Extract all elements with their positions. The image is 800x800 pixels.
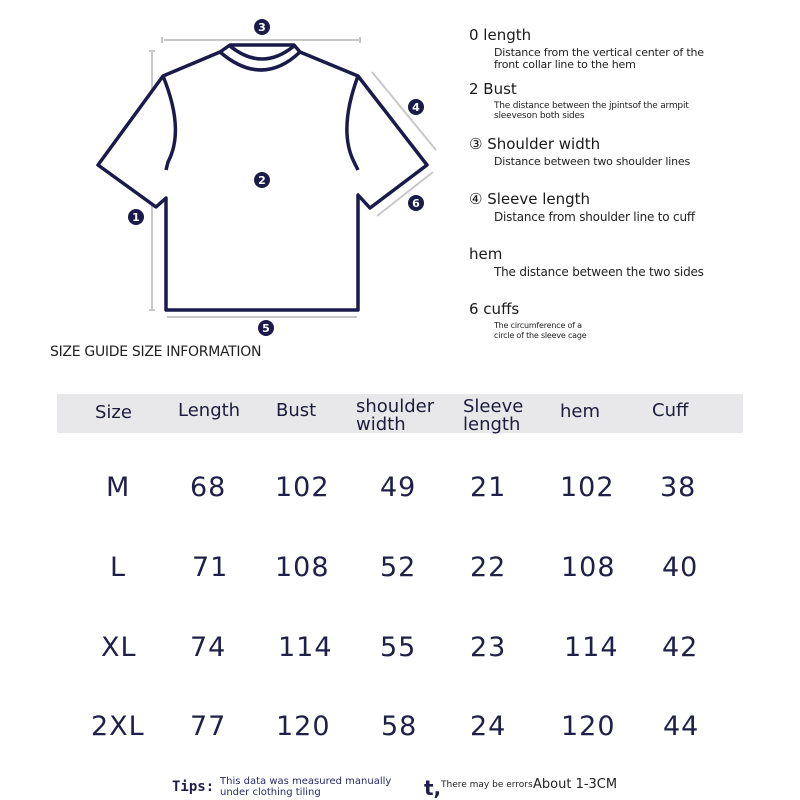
legend-desc: The distance between the jpintsof the armpit sleeveson both sides: [494, 101, 689, 121]
cell-cuff: 38: [660, 472, 697, 503]
cell-shoulder: 49: [380, 472, 417, 503]
cell-hem: 108: [561, 552, 616, 583]
svg-text:3: 3: [258, 21, 266, 34]
cell-bust: 108: [275, 552, 330, 583]
legend-desc: The circumference of a circle of the sleeve cage: [494, 321, 587, 340]
cell-size: XL: [101, 632, 137, 663]
cell-bust: 120: [276, 711, 331, 742]
cell-bust: 102: [275, 472, 330, 503]
tips-errors: There may be errors: [441, 780, 533, 790]
svg-text:6: 6: [412, 197, 420, 210]
cell-shoulder: 52: [380, 552, 417, 583]
cell-shoulder: 58: [381, 711, 418, 742]
cell-hem: 114: [564, 632, 619, 663]
cell-cuff: 40: [662, 552, 699, 583]
tips-about: About 1-3CM: [533, 777, 618, 792]
table-header: [57, 394, 743, 433]
header-shoulder-width: shoulder width: [356, 396, 435, 435]
tips-mark: t,: [424, 776, 442, 800]
header-sleeve-length: Sleeve length: [463, 396, 524, 435]
legend-desc: Distance between two shoulder lines: [494, 155, 691, 168]
header-length: Length: [178, 400, 241, 421]
tips-text: This data was measured manually under clothing tiling: [220, 776, 392, 798]
header-cuff: Cuff: [652, 400, 689, 421]
cell-length: 77: [190, 711, 227, 742]
legend-hem: [469, 245, 704, 278]
cell-sleeve: 21: [470, 472, 507, 503]
legend-title: 2 Bust: [469, 80, 517, 98]
legend-desc: Distance from shoulder line to cuff: [494, 210, 695, 224]
header-size: Size: [95, 402, 132, 423]
cell-size: 2XL: [91, 711, 145, 742]
legend-cuffs: [469, 300, 604, 341]
svg-text:4: 4: [412, 101, 420, 114]
legend-title: 0 length: [469, 26, 532, 44]
cell-sleeve: 23: [470, 632, 507, 663]
header-bust: Bust: [276, 400, 317, 421]
tips-label: Tips:: [172, 779, 215, 795]
legend-sleeve-length: [469, 190, 695, 223]
cell-shoulder: 55: [380, 632, 417, 663]
cell-sleeve: 24: [470, 711, 507, 742]
cell-length: 68: [190, 472, 227, 503]
cell-length: 74: [190, 632, 227, 663]
cell-hem: 120: [561, 711, 616, 742]
legend-title: 6 cuffs: [469, 300, 520, 318]
cell-cuff: 44: [663, 711, 700, 742]
legend-length: [469, 26, 724, 71]
header-hem: hem: [560, 401, 601, 422]
legend-desc: Distance from the vertical center of the front collar line to the hem: [494, 46, 704, 71]
svg-text:2: 2: [258, 174, 266, 187]
tshirt-diagram: [90, 10, 450, 340]
legend-desc: The distance between the two sides: [494, 265, 704, 279]
svg-text:5: 5: [262, 322, 270, 335]
cell-sleeve: 22: [470, 552, 507, 583]
legend-bust: [469, 80, 734, 121]
cell-hem: 102: [560, 472, 615, 503]
cell-length: 71: [192, 552, 229, 583]
cell-size: L: [110, 552, 127, 583]
legend-title: ③ Shoulder width: [469, 135, 601, 153]
legend-title: hem: [469, 245, 503, 263]
cell-cuff: 42: [662, 632, 699, 663]
legend-title: ④ Sleeve length: [469, 190, 591, 208]
cell-size: M: [106, 472, 131, 503]
legend-shoulder-width: [469, 135, 690, 168]
size-guide-title: SIZE GUIDE SIZE INFORMATION: [50, 344, 262, 360]
cell-bust: 114: [278, 632, 333, 663]
svg-text:1: 1: [132, 211, 140, 224]
